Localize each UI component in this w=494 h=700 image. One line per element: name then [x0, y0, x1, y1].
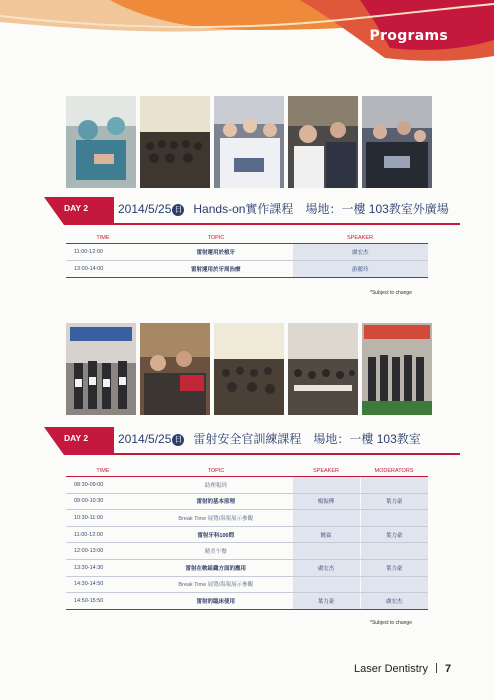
row-topic: 雷射牙科100問: [140, 526, 292, 543]
photo-handson-4: [288, 96, 358, 188]
photo-handson-5: [362, 96, 432, 188]
photo-row-top: [66, 96, 432, 188]
col-time: TIME: [66, 466, 140, 477]
row-moderator: 葉力豪: [360, 493, 428, 510]
banner-underline: [114, 453, 460, 455]
row-time: 14:30-14:50: [66, 576, 140, 593]
row-time: 08:30-09:00: [66, 477, 140, 494]
row-moderator: [360, 477, 428, 494]
row-speaker: 游麗玲: [292, 261, 428, 278]
col-topic: TOPIC: [140, 466, 292, 477]
row-topic: 雷射的臨床使用: [140, 593, 292, 610]
row-time: 10:30-11:00: [66, 510, 140, 527]
row-topic: 精美午餐: [140, 543, 292, 560]
col-time: TIME: [66, 233, 140, 244]
row-topic: Break Time 展覽/海報展示參觀: [140, 576, 292, 593]
table-header-row: [66, 466, 428, 477]
photo-safety-2: [140, 323, 210, 415]
row-speaker: [292, 510, 360, 527]
subject-to-change-note: *Subject to change: [370, 290, 412, 296]
row-speaker: 盧宏杰: [292, 559, 360, 576]
session-venue: 場地：一樓 103教室外廣場: [305, 202, 449, 216]
session-heading: [118, 430, 421, 447]
session2-banner: [44, 427, 460, 455]
row-moderator: 葉力豪: [360, 559, 428, 576]
row-topic: 雷射運用於牙周治療: [140, 261, 292, 278]
row-time: 13:00-14:00: [66, 261, 140, 278]
photo-safety-4: [288, 323, 358, 415]
publication-name: Laser Dentistry: [354, 663, 428, 675]
schedule-table-safety: [66, 466, 428, 610]
row-speaker: 葉力豪: [292, 593, 360, 610]
col-speaker: SPEAKER: [292, 233, 428, 244]
row-moderator: 葉力豪: [360, 526, 428, 543]
row-speaker: 饒霖: [292, 526, 360, 543]
section-title: Programs: [369, 28, 448, 44]
photo-safety-3: [214, 323, 284, 415]
banner-underline: [114, 223, 460, 225]
session-date: 2014/5/25: [118, 432, 172, 446]
row-speaker: 盧宏杰: [292, 244, 428, 261]
table-row: [66, 526, 428, 543]
table-row: [66, 593, 428, 610]
row-speaker: [292, 576, 360, 593]
schedule-table-handson: [66, 233, 428, 278]
row-moderator: [360, 543, 428, 560]
table-row: [66, 559, 428, 576]
table-header-row: [66, 233, 428, 244]
photo-handson-2: [140, 96, 210, 188]
row-moderator: 盧宏杰: [360, 593, 428, 610]
table-row: [66, 510, 428, 527]
weekday-badge: 日: [174, 205, 183, 214]
photo-safety-5: [362, 323, 432, 415]
row-topic: 雷射在軟組織方面的應用: [140, 559, 292, 576]
day-label: DAY 2: [64, 433, 89, 443]
day-label: DAY 2: [64, 203, 89, 213]
table-row: [66, 477, 428, 494]
row-moderator: [360, 510, 428, 527]
photo-row-bottom: [66, 323, 432, 415]
col-topic: TOPIC: [140, 233, 292, 244]
row-topic: 助理報到: [140, 477, 292, 494]
table-row: [66, 261, 428, 278]
col-speaker: SPEAKER: [292, 466, 360, 477]
header-swoosh: [0, 0, 494, 90]
session1-banner: [44, 197, 460, 225]
session-title: Hands-on實作課程: [193, 202, 294, 216]
row-time: 11:00-12:00: [66, 244, 140, 261]
row-speaker: 楊振樺: [292, 493, 360, 510]
subject-to-change-note: *Subject to change: [370, 620, 412, 626]
col-moderators: MODERATORS: [360, 466, 428, 477]
row-time: 09:00-10:30: [66, 493, 140, 510]
row-topic: 雷射的基本原理: [140, 493, 292, 510]
session-venue: 場地：一樓 103教室: [313, 432, 421, 446]
photo-handson-3: [214, 96, 284, 188]
session-heading: [118, 200, 449, 217]
page-footer: [354, 663, 451, 675]
table-row: [66, 576, 428, 593]
table-row: [66, 493, 428, 510]
session-title: 雷射安全官訓練課程: [193, 432, 302, 446]
row-time: 11:00-12:00: [66, 526, 140, 543]
row-time: 13:30-14:30: [66, 559, 140, 576]
row-topic: Break Time 展覽/海報展示參觀: [140, 510, 292, 527]
table-row: [66, 543, 428, 560]
page-number: 7: [444, 663, 452, 675]
row-speaker: [292, 477, 360, 494]
photo-safety-1: [66, 323, 136, 415]
footer-separator: [436, 663, 437, 673]
weekday-badge: 日: [174, 435, 183, 444]
row-time: 12:00-13:00: [66, 543, 140, 560]
table-row: [66, 244, 428, 261]
session-date: 2014/5/25: [118, 202, 172, 216]
row-topic: 雷射運用於植牙: [140, 244, 292, 261]
row-time: 14:50-15:50: [66, 593, 140, 610]
row-moderator: [360, 576, 428, 593]
row-speaker: [292, 543, 360, 560]
photo-handson-1: [66, 96, 136, 188]
